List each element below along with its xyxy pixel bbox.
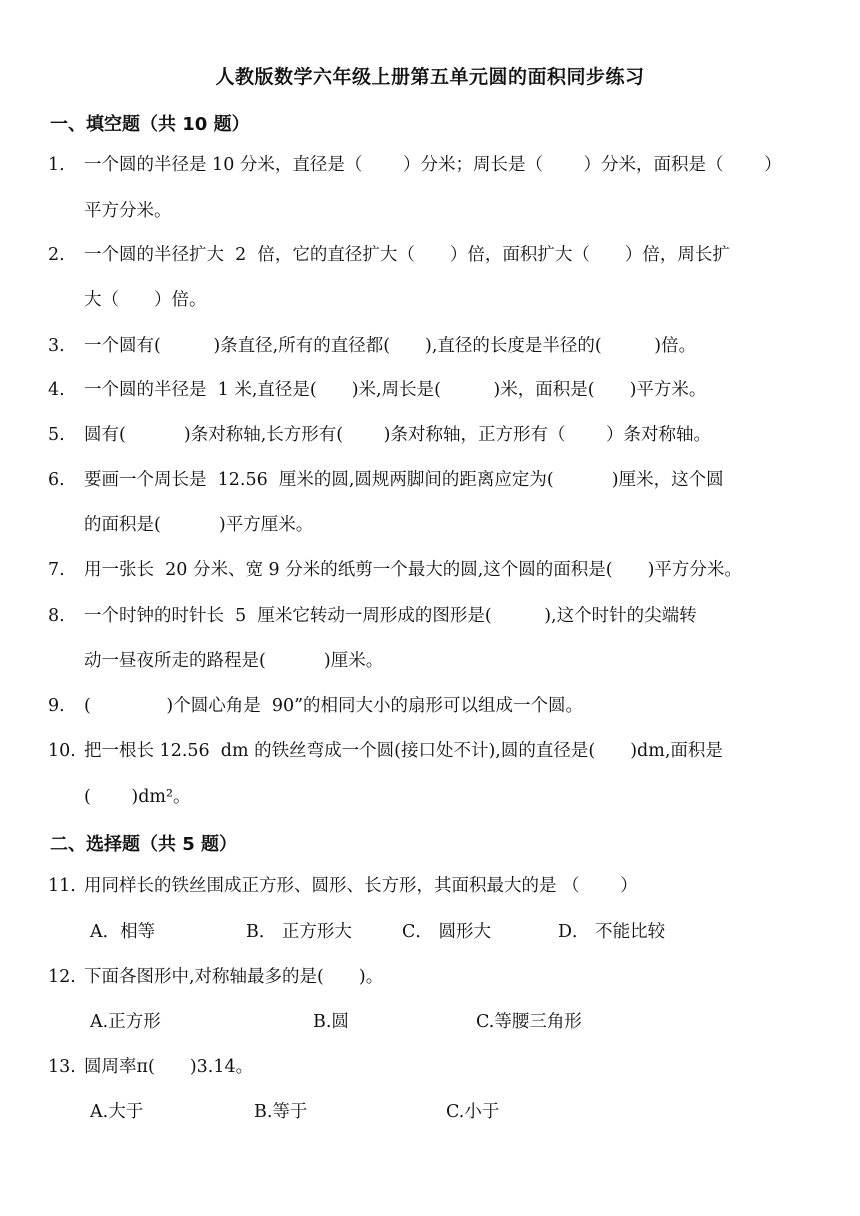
question-number: 7. <box>48 560 65 580</box>
question-2-continuation: 大（ ）倍。 <box>84 290 207 310</box>
section-heading-choice: 二、选择题（共 5 题） <box>50 834 238 855</box>
question-7 <box>48 558 742 582</box>
question-number: 10. <box>48 741 76 761</box>
question-6-continuation: 的面积是( )平方厘米。 <box>84 515 314 535</box>
question-number: 11. <box>48 876 76 896</box>
question-number: 4. <box>48 380 65 400</box>
question-text: 一个圆的半径是 10 分米，直径是（ ）分米；周长是（ ）分米，面积是（ ） <box>84 155 782 175</box>
question-6 <box>48 468 724 492</box>
page-title: 人教版数学六年级上册第五单元圆的面积同步练习 <box>215 66 645 88</box>
question-number: 3. <box>48 336 65 356</box>
question-5 <box>48 423 711 447</box>
question-2 <box>48 243 730 267</box>
question-text: 下面各图形中,对称轴最多的是( )。 <box>84 967 384 987</box>
question-number: 8. <box>48 606 65 626</box>
option-d: D． 不能比较 <box>558 922 666 942</box>
question-text: 一个时钟的时针长 5 厘米它转动一周形成的图形是( ),这个时针的尖端转 <box>84 606 697 626</box>
question-text: 一个圆的半径是 1 米,直径是( )米,周长是( )米，面积是( )平方米。 <box>84 380 707 400</box>
question-10 <box>48 739 723 763</box>
option-a: A.正方形 <box>90 1012 161 1032</box>
question-9 <box>48 694 583 718</box>
question-number: 13. <box>48 1057 76 1077</box>
question-text: 用一张长 20 分米、宽 9 分米的纸剪一个最大的圆,这个圆的面积是( )平方分米。 <box>84 560 742 580</box>
question-10-continuation: ( )dm²。 <box>84 787 191 807</box>
option-a: A．相等 <box>90 922 156 942</box>
question-number: 2. <box>48 245 65 265</box>
question-number: 5. <box>48 425 65 445</box>
question-text: 用同样长的铁丝围成正方形、圆形、长方形，其面积最大的是 （ ） <box>84 876 638 896</box>
question-1-continuation: 平方分米。 <box>84 201 172 221</box>
question-text: ( )个圆心角是 90”的相同大小的扇形可以组成一个圆。 <box>84 696 584 716</box>
question-number: 1. <box>48 155 65 175</box>
question-text: 把一根长 12.56 dm 的铁丝弯成一个圆(接口处不计),圆的直径是( )dm,面积是 <box>84 741 723 761</box>
question-text: 圆周率π( )3.14。 <box>84 1057 254 1077</box>
question-13 <box>48 1055 253 1079</box>
question-8 <box>48 604 697 628</box>
question-text: 一个圆有( )条直径,所有的直径都( ),直径的长度是半径的( )倍。 <box>84 336 697 356</box>
question-8-continuation: 动一昼夜所走的路程是( )厘米。 <box>84 651 384 671</box>
question-3 <box>48 334 696 358</box>
section-heading-fill-blank: 一、填空题（共 10 题） <box>50 114 250 135</box>
question-12 <box>48 965 383 989</box>
option-b: B.圆 <box>313 1012 349 1032</box>
question-number: 6. <box>48 470 65 490</box>
question-1 <box>48 153 782 177</box>
question-text: 一个圆的半径扩大 2 倍，它的直径扩大（ ）倍，面积扩大（ ）倍，周长扩 <box>84 245 730 265</box>
option-b: B.等于 <box>254 1102 308 1122</box>
option-a: A.大于 <box>90 1102 144 1122</box>
option-b: B． 正方形大 <box>246 922 352 942</box>
question-number: 9. <box>48 696 65 716</box>
question-4 <box>48 378 706 402</box>
question-number: 12. <box>48 967 76 987</box>
question-text: 圆有( )条对称轴,长方形有( )条对称轴，正方形有（ ）条对称轴。 <box>84 425 712 445</box>
question-text: 要画一个周长是 12.56 厘米的圆,圆规两脚间的距离应定为( )厘米，这个圆 <box>84 470 724 490</box>
option-c: C.小于 <box>446 1102 500 1122</box>
option-c: C． 圆形大 <box>402 922 491 942</box>
option-c: C.等腰三角形 <box>476 1012 582 1032</box>
question-11 <box>48 874 638 898</box>
